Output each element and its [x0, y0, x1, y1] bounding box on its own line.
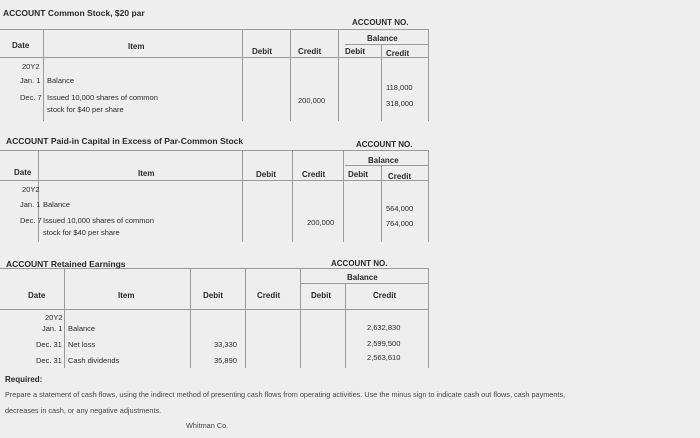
col-debit: Debit [256, 170, 276, 179]
row-date: Dec. 31 [36, 356, 62, 365]
balance-label: Balance [347, 273, 378, 282]
row-credit: 200,000 [307, 218, 335, 227]
row-item-continued: stock for $40 per share [47, 105, 124, 114]
row-date: Jan. 1 [20, 200, 41, 209]
col-balance-debit: Debit [311, 291, 331, 300]
row-date: Dec. 7 [20, 93, 42, 102]
col-date: Date [28, 291, 46, 300]
row-item: Balance [47, 76, 75, 85]
row-item-continued: stock for $40 per share [43, 228, 120, 237]
col-item: Item [118, 291, 135, 300]
row-debit: 35,890 [214, 356, 237, 365]
col-item: Item [128, 42, 145, 51]
row-item: Balance [43, 200, 71, 209]
col-credit: Credit [298, 47, 322, 56]
col-debit: Debit [252, 47, 272, 56]
row-item: Balance [68, 324, 96, 333]
col-balance-debit: Debit [345, 47, 365, 56]
row-date: Jan. 1 [42, 324, 63, 333]
col-balance-credit: Credit [373, 291, 397, 300]
row-item: Issued 10,000 shares of common [47, 93, 158, 102]
account-no-label: ACCOUNT NO. [356, 140, 413, 149]
row-balance-credit: 318,000 [386, 99, 414, 108]
col-credit: Credit [302, 170, 326, 179]
row-date: Jan. 1 [20, 76, 41, 85]
required-text-line2: decreases in cash, or any negative adjustments. [5, 406, 162, 415]
required-label: Required: [5, 375, 43, 384]
row-item: Cash dividends [68, 356, 120, 365]
col-debit: Debit [203, 291, 223, 300]
col-date: Date [12, 41, 30, 50]
col-balance-credit: Credit [388, 172, 412, 181]
balance-label: Balance [367, 34, 398, 43]
row-balance-credit: 2,563,610 [367, 353, 401, 362]
ledger-title: ACCOUNT Retained Earnings [6, 259, 126, 269]
year-label: 20Y2 [22, 185, 40, 194]
row-balance-credit: 2,632,830 [367, 323, 401, 332]
year-label: 20Y2 [45, 313, 63, 322]
row-balance-credit: 564,000 [386, 204, 414, 213]
company-name: Whitman Co. [186, 421, 229, 430]
row-debit: 33,330 [214, 340, 237, 349]
col-item: Item [138, 169, 155, 178]
col-balance-debit: Debit [348, 170, 368, 179]
row-balance-credit: 2,599,500 [367, 339, 401, 348]
col-date: Date [14, 168, 32, 177]
row-date: Dec. 31 [36, 340, 62, 349]
account-no-label: ACCOUNT NO. [352, 18, 409, 27]
row-item: Net loss [68, 340, 96, 349]
row-credit: 200,000 [298, 96, 326, 105]
col-credit: Credit [257, 291, 281, 300]
account-no-label: ACCOUNT NO. [331, 259, 388, 268]
ledger-title: ACCOUNT Paid-in Capital in Excess of Par-Common Stock [6, 136, 244, 146]
col-balance-credit: Credit [386, 49, 410, 58]
balance-label: Balance [368, 156, 399, 165]
row-balance-credit: 764,000 [386, 219, 414, 228]
required-text-line1: Prepare a statement of cash flows, using the indirect method of presenting cash flows from operating activities. Use the minus sign to indicate cash out flows, cash payments, [5, 390, 566, 399]
row-item: Issued 10,000 shares of common [43, 216, 154, 225]
ledger-title: ACCOUNT Common Stock, $20 par [3, 8, 145, 18]
row-date: Dec. 7 [20, 216, 42, 225]
year-label: 20Y2 [22, 62, 40, 71]
row-balance-credit: 118,000 [386, 83, 413, 92]
